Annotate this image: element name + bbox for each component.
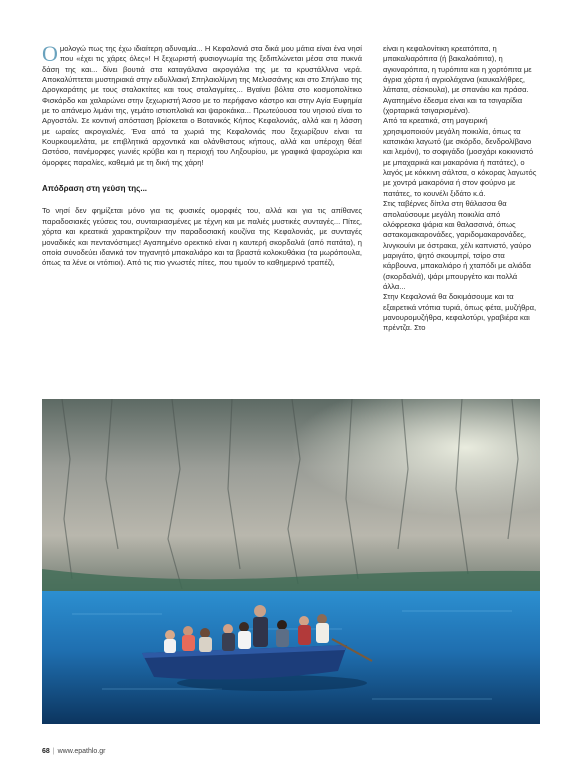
- right-paragraph-3: Στις ταβέρνες δίπλα στη θάλασσα θα απολαύσουμε μεγάλη ποικιλία από ολόφρεσκα ψάρια και θαλασσινά, όπως αστακομακαρονάδες, γαριδομακαρονάδες, λινγκουίνι με όστρακα, χέλι καπνιστό, γαύρο μαριγάτο, ψητό σκουμπρί, τσίρο στα κάρβουνα, μπακαλιάρο ή χταπόδι με αλιάδα (σκορδαλιά), ψάρι μπουργέτο και πολλά άλλα...: [383, 199, 532, 291]
- footer-url[interactable]: www.epathlo.gr: [57, 748, 106, 755]
- cave-lake-photo: [42, 399, 540, 724]
- right-paragraph-1: είναι η κεφαλονίτικη κρεατόπιτα, η μπακαλιαρόπιτα (ή βακαλαόπιτα), η αγκιναρόπιτα, η τυρόπιτα και η χορτόπιτα με άγρια χόρτα ή αγριολάχανα (καυκαλήθρες, λάπατα, σέσκουλα), με σπανάκι και πράσα. Αγαπημένο έδεσμα είναι και τα τσιγαρίδια (χορταρικά τσιγαρισμένα).: [383, 44, 532, 116]
- page-number: 68: [42, 748, 50, 755]
- right-column: [383, 44, 538, 334]
- intro-text: μολογώ πως της έχω ιδιαίτερη αδυναμία... Η Κεφαλονιά στα δικά μου μάτια είναι ένα νησί που «έχει τις χάρες όλες»! Η ξεχωριστή φυσιογνωμία της ξεδιπλώνεται μέσα στα πυκνά δάση της και... δίνει βουτιά στα καταγάλανα ακρογιάλια της με τα κρυστάλλινα νερά. Αποκαλύπτεται μυστηριακά στην ειδυλλιακή Σπηλαιολίμνη της Μελισσάνης και στο Σπήλαιο της Δρογκαράτης με τους σταλακτίτες και τους σταλαγμίτες... Βγαίνει βόλτα στο κοσμοπολίτικο Φισκάρδο και χαλαρώνει στην ξεχωριστή Άσσο με το περήφανο κάστρο και στην Αγία Ευφημία με το απάνεμο λιμάνι της, γεμάτο ιστιοπλοϊκά και ψαροκάικα... Πρωτεύουσα του νησιού είναι το Αργοστόλι. Σε κοντινή απόσταση βρίσκεται ο Βοτανικός Κήπος Κεφαλονιάς, αλλά και η λάσση με ωραίες ακρογιαλιές. Ένα από τα χωριά της Κεφαλονιάς που ξεχωρίζουν είναι τα Κουρκουμελάτα, με επιβλητικά αρχοντικά και ολάνθιστους κήπους, αλλά και υπέροχη θέα! Ωστόσο, πανέμορφες γωνιές κρύβει και η περιοχή του Ληξουρίου, με γραφικά ψαροχώρια και όμορφες παραλίες, καθεμιά με τη δική της χάρη!: [42, 44, 362, 167]
- body-paragraph: Το νησί δεν φημίζεται μόνο για τις φυσικές ομορφιές του, αλλά και για τις απίθανες παραδοσιακές γεύσεις του, συνταιριασμένες με τέχνη και με παλιές μυστικές συνταγές... Πίτες, χόρτα και κρεατικά χαρακτηρίζουν την παραδοσιακή κουζίνα της Κεφαλονιάς, με συνταγές μοναδικές και πεντανόστιμες! Αγαπημένο ορεκτικό είναι η καυτερή σκορδαλιά (από πατάτα), η οποία συνοδεύει ιδανικά τον τηγανητό μπακαλιάρο και τα βραστά κολοκυθάκια (τα μωρόπουλα, όπως τα λένε οι ντόπιοι). Από τις πιο γνωστές πίτες, που τιμούν το καθημερινό τραπέζι,: [42, 206, 362, 268]
- footer-separator: |: [52, 748, 55, 755]
- drop-cap: Ο: [42, 41, 58, 66]
- right-paragraph-4: Στην Κεφαλονιά θα δοκιμάσουμε και τα εξαιρετικά ντόπια τυριά, όπως φέτα, μυζήθρα, μανουρομυζήθρα, κεφαλοτύρι, γραβιέρα και πρέντζα. Στο: [383, 292, 537, 333]
- intro-paragraph: [42, 41, 362, 168]
- photo-illustration: [42, 399, 540, 724]
- page-footer: [42, 748, 105, 755]
- left-column: [42, 41, 362, 269]
- right-paragraph-2: Από τα κρεατικά, στη μαγειρική χρησιμοποιούν μεγάλη ποικιλία, όπως τα κατσικάκι λαγωτό (με σκόρδο, δενδρολίβανο και λεμόνι), το σοφιγάδο (μοσχάρι κοκκινιστό με μπαχαρικά και μακαρόνια ή πατάτες), ο λαγός με κόκκινη σάλτσα, ο κόκορας λαγωτός με χοντρά μακαρόνια ή στον φούρνο με πατάτες, το κουνέλι ξιδάτο κ.ά.: [383, 116, 537, 198]
- section-subheading: Απόδραση στη γεύση της...: [42, 184, 148, 194]
